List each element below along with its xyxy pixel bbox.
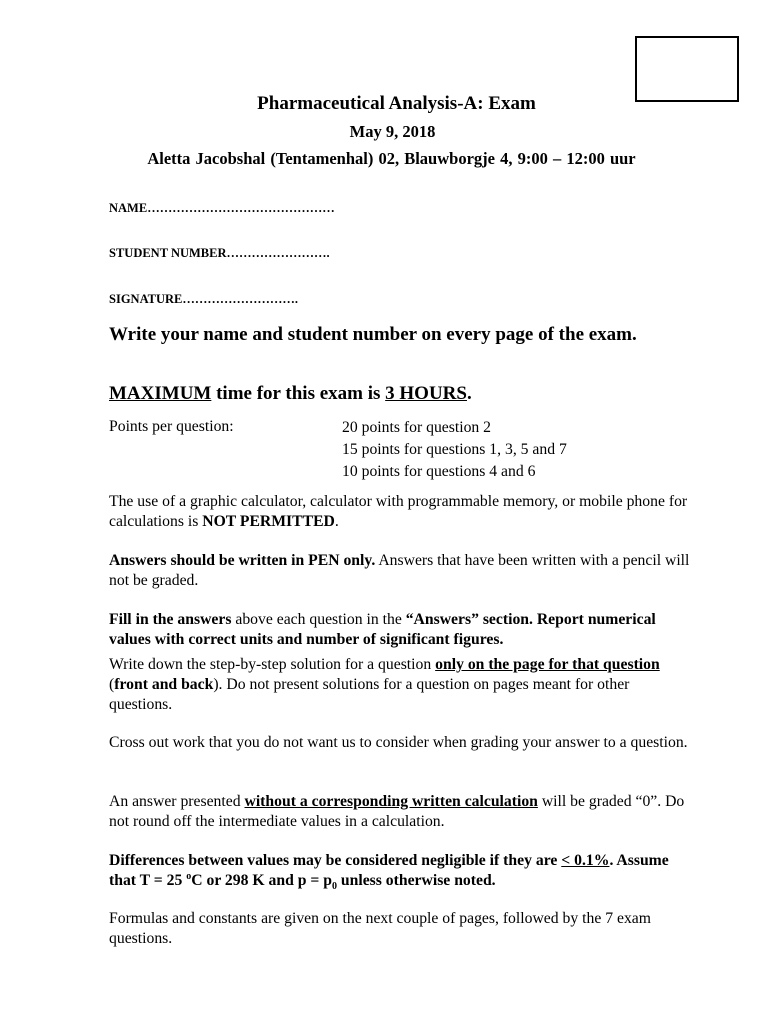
points-item: 10 points for questions 4 and 6 (342, 463, 536, 480)
max-time-notice: MAXIMUM time for this exam is 3 HOURS. (109, 383, 472, 404)
calculator-rule: The use of a graphic calculator, calculator with programmable memory, or mobile phone for calculations is NOT PERMITTED. (109, 493, 688, 530)
formulas-note: Formulas and constants are given on the next couple of pages, followed by the 7 exam questions. (109, 910, 651, 947)
max-time-emphasis: MAXIMUM (109, 383, 212, 404)
student-number-field: STUDENT NUMBER……………………. (109, 246, 330, 260)
pen-rule: Answers should be written in PEN only. Answers that have been written with a pencil will not be graded. (109, 552, 690, 589)
exam-location: Aletta Jacobshal (Tentamenhal) 02, Blauwborgje 4, 9:00 – 12:00 uur (147, 149, 636, 168)
negligible-differences-rule: Differences between values may be considered negligible if they are < 0.1%. Assume that T = 25 $^o$C or 298 K and $p = p_0$ unless otherwise noted. (109, 852, 669, 893)
points-item: 15 points for questions 1, 3, 5 and 7 (342, 441, 567, 458)
fill-answers-rule: Fill in the answers above each question in the “Answers” section. Report numerical values with correct units and number of significant figures. (109, 611, 656, 648)
max-time-hours: 3 HOURS (385, 383, 467, 404)
calculation-rule: An answer presented without a corresponding written calculation will be graded “0”. Do not round off the intermediate values in a calculation. (109, 793, 685, 830)
signature-field: SIGNATURE………………………. (109, 292, 299, 306)
cross-out-rule: Cross out work that you do not want us to consider when grading your answer to a question. (109, 734, 688, 751)
exam-date: May 9, 2018 (349, 122, 436, 141)
name-field: NAME……………………………………… (109, 201, 335, 215)
step-by-step-rule: Write down the step-by-step solution for a question only on the page for that question (front and back). Do not present solutions for a question on pages meant for other questions. (109, 656, 660, 713)
write-name-instruction: Write your name and student number on every page of the exam. (109, 324, 637, 345)
points-list (342, 417, 567, 483)
exam-title: Pharmaceutical Analysis-A: Exam (257, 93, 536, 114)
points-label: Points per question: (109, 418, 234, 435)
points-item: 20 points for question 2 (342, 419, 492, 436)
